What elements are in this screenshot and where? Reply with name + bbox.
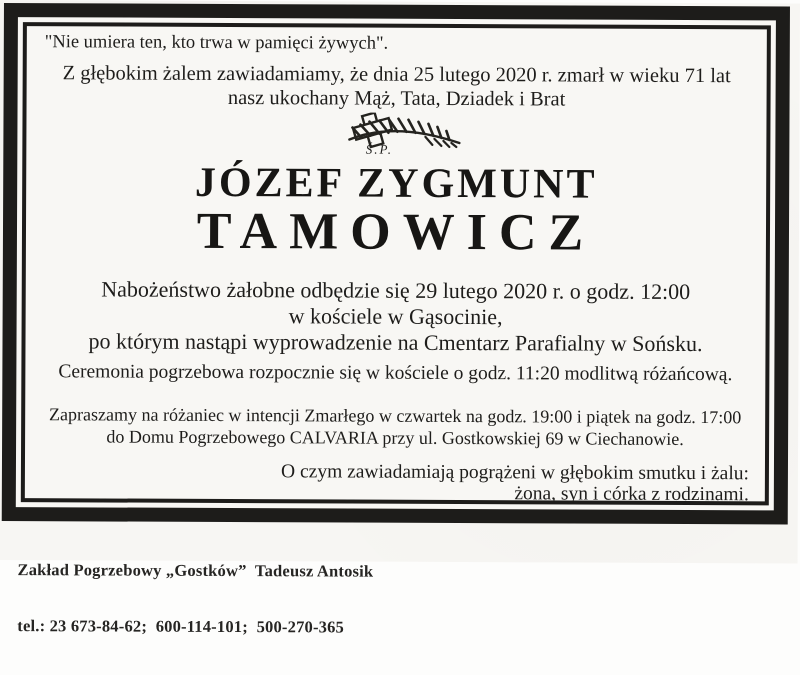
- rosary-line-1: Zapraszamy na różaniec w intencji Zmarłego w czwartek na godz. 19:00 i piątek na godz. 17:00: [49, 404, 742, 428]
- service-details: [33, 276, 757, 357]
- cross-and-palm-emblem: [34, 111, 758, 162]
- cross-and-palm-icon: [321, 112, 471, 149]
- service-line-1: Nabożeństwo żałobne odbędzie się 29 lutego 2020 r. o godz. 12:00: [101, 276, 691, 305]
- intro-line-1: Z głębokim żalem zawiadamiamy, że dnia 25 lutego 2020 r. zmarł w wieku 71 lat: [62, 62, 731, 88]
- mourners-line-2: żona, syn i córka z rodzinami.: [514, 483, 749, 506]
- obituary-inner-frame: [21, 22, 771, 505]
- service-line-2: w kościele w Gąsocinie,: [288, 303, 503, 330]
- memorial-quote: "Nie umiera ten, kto trwa w pamięci żywych".: [44, 32, 389, 54]
- obituary-outer-frame: [2, 3, 790, 524]
- intro-line-2: nasz ukochany Mąż, Tata, Dziadek i Brat: [227, 86, 566, 111]
- service-line-3: po którym nastąpi wyprowadzenie na Cmentarz Parafialny w Sońsku.: [88, 328, 703, 357]
- announcement-intro: [35, 61, 759, 112]
- funeral-home-phones: tel.: 23 673-84-62; 600-114-101; 500-270-365: [17, 615, 345, 637]
- sp-abbreviation: Ś.P.: [365, 141, 394, 157]
- mourners-signature: [33, 460, 757, 505]
- rosary-line-2: do Domu Pogrzebowego CALVARIA przy ul. Gostkowskiej 69 w Ciechanowie.: [106, 426, 684, 449]
- mourners-line-1: O czym zawiadamiają pogrążeni w głębokim smutku i żalu:: [281, 461, 749, 485]
- deceased-first-names: JÓZEF ZYGMUNT: [194, 159, 598, 208]
- rosary-invitation: [33, 403, 757, 450]
- deceased-surname: TAMOWICZ: [196, 202, 596, 262]
- ceremony-line: Ceremonia pogrzebowa rozpocznie się w kościele o godz. 11:20 modlitwą różańcową.: [58, 361, 733, 386]
- funeral-home-name: Zakład Pogrzebowy „Gostków” Tadeusz Antosik: [17, 560, 374, 581]
- funeral-home-footer: [17, 524, 373, 674]
